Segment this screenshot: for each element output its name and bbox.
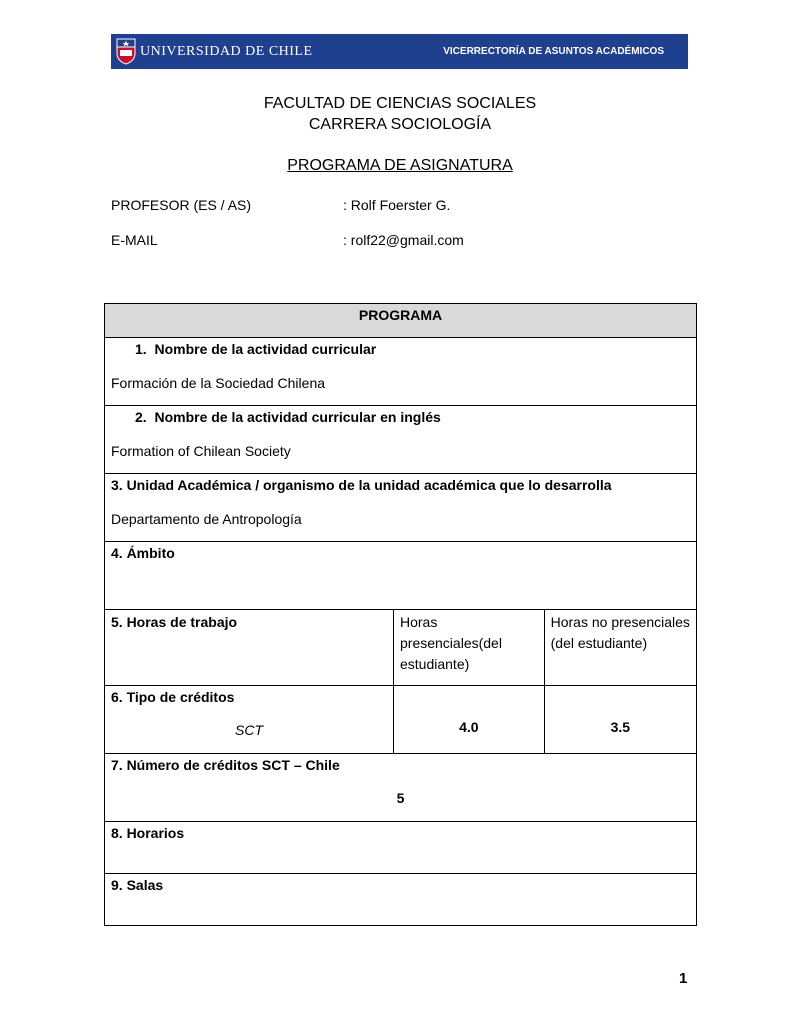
section-1-title-text: Nombre de la actividad curricular: [154, 341, 377, 357]
section-6-title: 6. Tipo de créditos: [111, 689, 235, 705]
section-1-number: 1.: [135, 341, 147, 357]
section-2-cell: [105, 406, 697, 474]
sct-credits-value: 5: [396, 790, 405, 806]
table-header: PROGRAMA: [105, 304, 697, 338]
program-table: [104, 303, 697, 926]
section-2-row: [105, 406, 697, 474]
section-9-row: [105, 874, 697, 926]
university-shield-icon: [116, 38, 136, 65]
vicerrectoria-label: VICERRECTORÍA DE ASUNTOS ACADÉMICOS: [443, 46, 664, 57]
section-7-title: 7. Número de créditos SCT – Chile: [111, 757, 340, 773]
section-3-row: [105, 474, 697, 542]
section-9-title: 9. Salas: [111, 877, 164, 893]
table-header-row: [105, 304, 697, 338]
page-number: 1: [679, 970, 688, 987]
section-5-col2: Horas no presenciales (del estudiante): [544, 610, 696, 686]
section-7-row: [105, 754, 697, 822]
section-6-title-cell: [105, 686, 394, 754]
section-1-cell: [105, 338, 697, 406]
section-8-row: [105, 822, 697, 874]
section-9-cell: [105, 874, 697, 926]
email-label: E-MAIL: [111, 232, 158, 248]
section-3-value: Departamento de Antropología: [111, 511, 302, 527]
university-name: UNIVERSIDAD DE CHILE: [140, 44, 313, 59]
section-3-cell: [105, 474, 697, 542]
section-1-value: Formación de la Sociedad Chilena: [111, 375, 326, 391]
credit-type-value: SCT: [235, 722, 263, 738]
professor-label: PROFESOR (ES / AS): [111, 197, 252, 213]
section-2-number: 2.: [135, 409, 147, 425]
section-5-row: [105, 610, 697, 686]
section-6-row: [105, 686, 697, 754]
faculty-title: FACULTAD DE CIENCIAS SOCIALES: [263, 95, 537, 112]
credit-presencial-value: 4.0: [394, 686, 545, 754]
section-5-title: 5. Horas de trabajo: [111, 614, 238, 630]
section-3-title: 3. Unidad Académica / organismo de la unidad académica que lo desarrolla: [111, 477, 612, 493]
section-4-row: [105, 542, 697, 610]
section-7-cell: [105, 754, 697, 822]
section-2-value: Formation of Chilean Society: [111, 443, 291, 459]
credit-no-presencial-value: 3.5: [544, 686, 696, 754]
section-8-title: 8. Horarios: [111, 825, 185, 841]
section-4-title: 4. Ámbito: [111, 545, 175, 561]
section-4-cell: [105, 542, 697, 610]
section-5-title-cell: [105, 610, 394, 686]
section-8-cell: [105, 822, 697, 874]
section-1-row: [105, 338, 697, 406]
section-5-col1: Horas presenciales(del estudiante): [394, 610, 545, 686]
section-1-title: [111, 340, 690, 358]
professor-value: : Rolf Foerster G.: [343, 197, 451, 213]
university-banner: [111, 34, 688, 69]
section-2-title: [111, 408, 690, 426]
section-2-title-text: Nombre de la actividad curricular en inglés: [154, 409, 441, 425]
career-title: CARRERA SOCIOLOGÍA: [308, 116, 492, 133]
email-value: : rolf22@gmail.com: [343, 232, 464, 248]
program-title: PROGRAMA DE ASIGNATURA: [287, 157, 513, 174]
